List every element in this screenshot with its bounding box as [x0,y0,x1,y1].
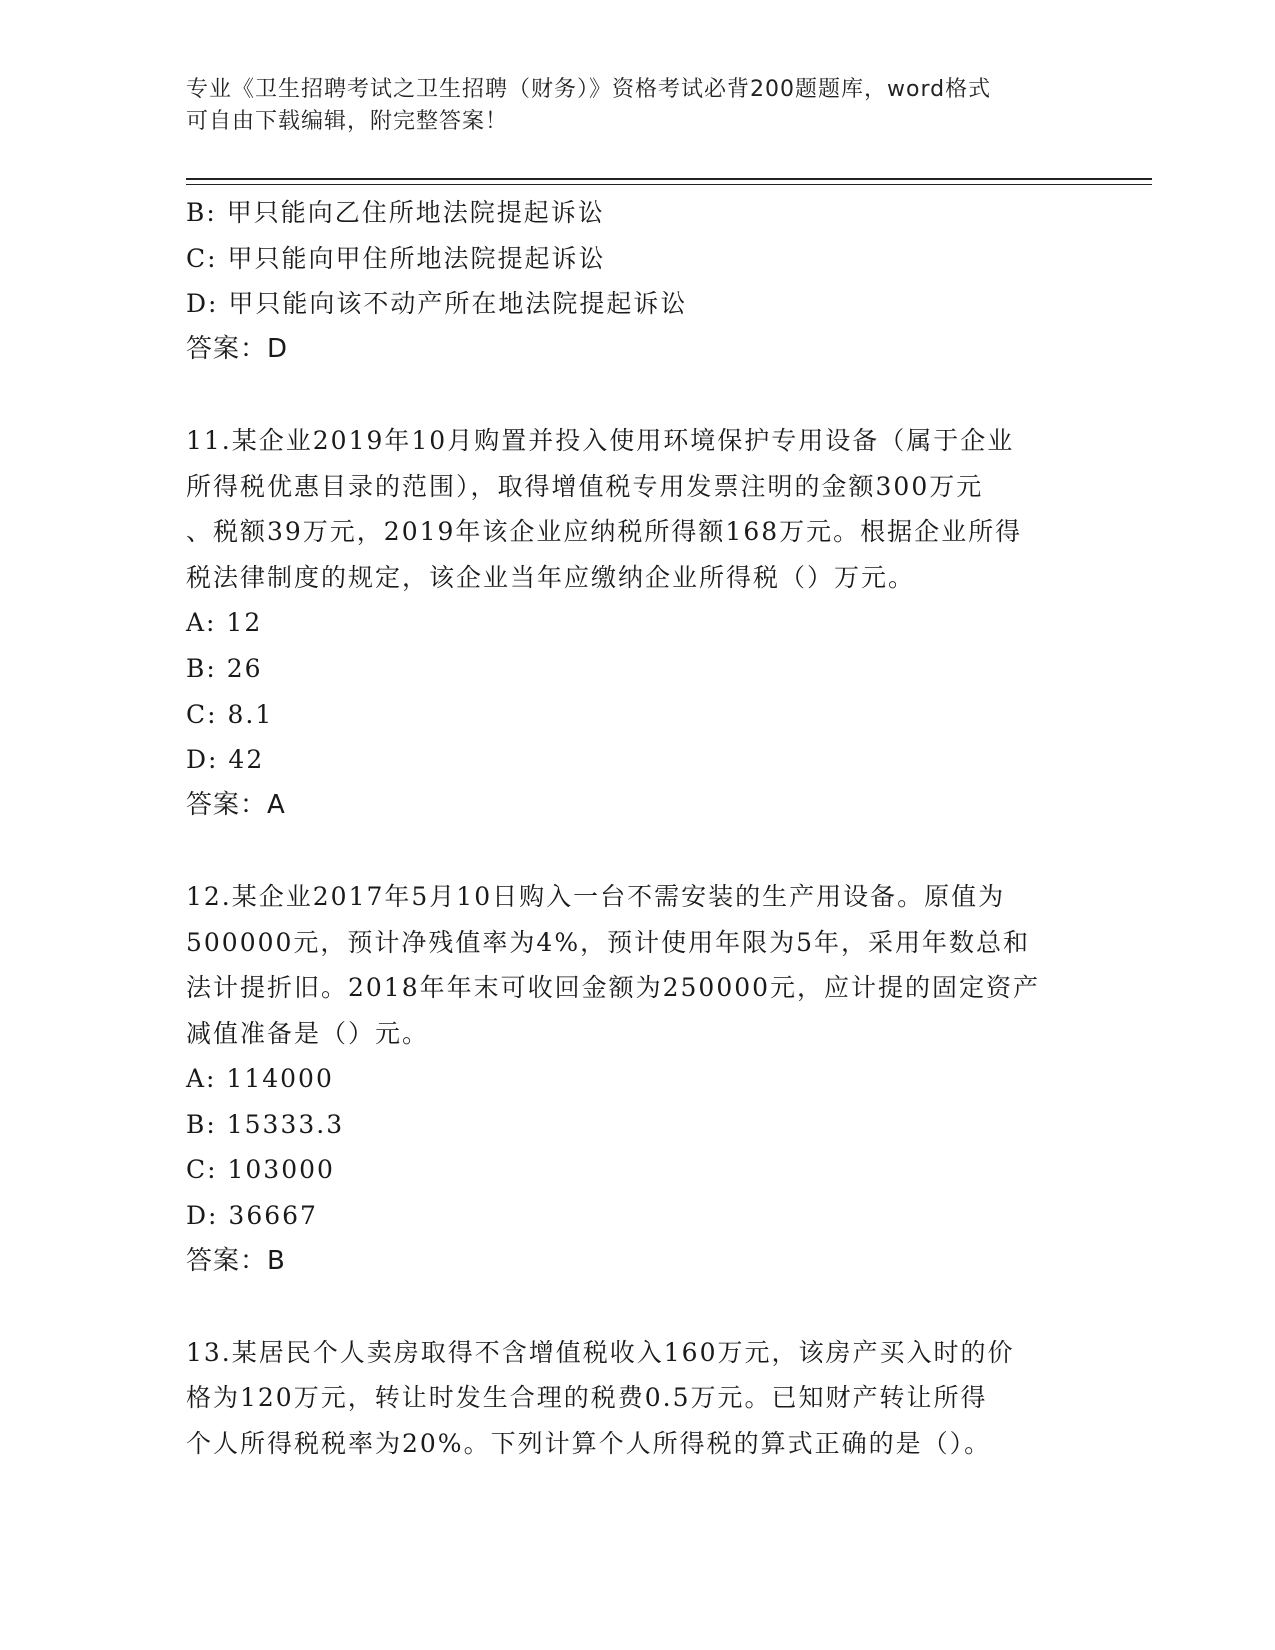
header-line-1: 专业《卫生招聘考试之卫生招聘（财务）》资格考试必背200题题库，word格式 [186,77,992,102]
option-a: A: 12 [186,608,263,638]
question-text-line: 格为120万元，转让时发生合理的税费0.5万元。已知财产转让所得 [186,1383,988,1413]
question-block-11 [186,418,1086,828]
question-text-line: 减值准备是（）元。 [186,1018,430,1048]
header-line-2: 可自由下载编辑，附完整答案！ [186,109,509,134]
question-block-13 [186,1330,1086,1467]
question-text-line: 所得税优惠目录的范围），取得增值税专用发票注明的金额300万元 [186,471,984,501]
header-divider-thin [186,184,1152,185]
answer-line: 答案：A [186,789,286,820]
option-b: B: 甲只能向乙住所地法院提起诉讼 [186,198,605,227]
question-text-line: 个人所得税税率为20%。下列计算个人所得税的算式正确的是（）。 [186,1429,992,1459]
question-text-line: 税法律制度的规定，该企业当年应缴纳企业所得税（）万元。 [186,562,916,592]
document-header [186,74,1086,138]
spacer [186,828,1086,874]
question-text-line: 500000元，预计净残值率为4%，预计使用年限为5年，采用年数总和 [186,927,1031,957]
header-divider-thick [186,178,1152,180]
question-block-12 [186,874,1086,1284]
question-text-line: 、税额39万元，2019年该企业应纳税所得额168万元。根据企业所得 [186,517,1023,547]
document-body [186,190,1086,1467]
question-text-line: 11.某企业2019年10月购置并投入使用环境保护专用设备（属于企业 [186,425,1015,455]
question-text-line: 13.某居民个人卖房取得不含增值税收入160万元，该房产买入时的价 [186,1337,1015,1367]
option-d: D: 36667 [186,1201,318,1231]
option-c: C: 甲只能向甲住所地法院提起诉讼 [186,243,606,273]
option-d: D: 42 [186,745,265,775]
option-c: C: 103000 [186,1155,335,1185]
option-b: B: 26 [186,653,263,683]
option-d: D: 甲只能向该不动产所在地法院提起诉讼 [186,289,688,319]
spacer [186,1284,1086,1330]
question-block-10 [186,190,1086,372]
option-c: C: 8.1 [186,699,274,729]
answer-line: 答案：D [186,333,289,364]
answer-line: 答案：B [186,1245,286,1276]
question-text-line: 12.某企业2017年5月10日购入一台不需安装的生产用设备。原值为 [186,881,1006,911]
spacer [186,372,1086,418]
option-b: B: 15333.3 [186,1109,345,1139]
question-text-line: 法计提折旧。2018年年末可收回金额为250000元，应计提的固定资产 [186,973,1041,1003]
option-a: A: 114000 [186,1064,334,1094]
